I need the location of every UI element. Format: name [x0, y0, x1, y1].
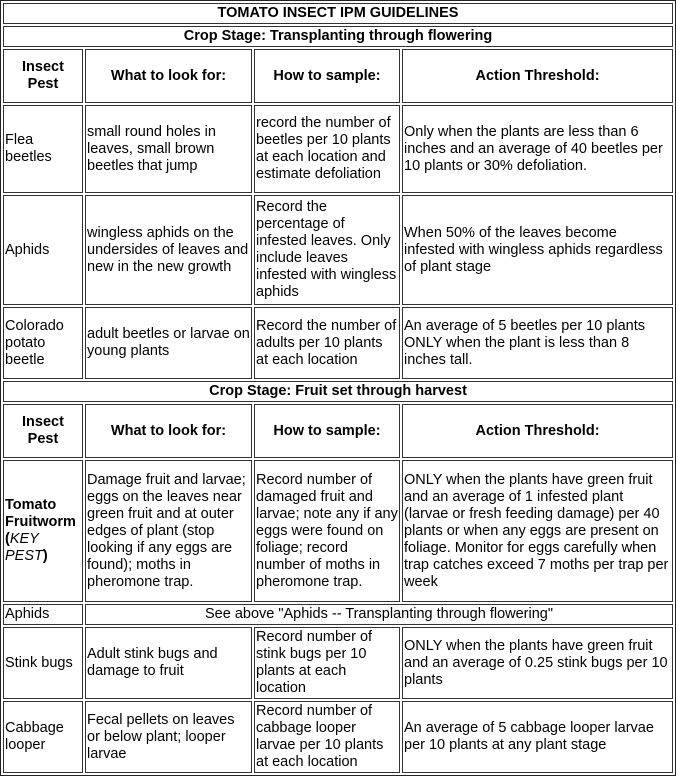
- column-header-sample: How to sample:: [254, 49, 400, 103]
- how-to-sample: Record the percentage of infested leaves. Only include leaves infested with wingless aphids: [254, 195, 400, 305]
- pest-note-close: ): [42, 548, 48, 564]
- table-row: [3, 195, 673, 305]
- pest-name: Aphids: [3, 195, 83, 305]
- column-header-pest: [3, 404, 83, 458]
- table-title: TOMATO INSECT IPM GUIDELINES: [3, 3, 673, 24]
- what-to-look-for: wingless aphids on the undersides of leaves and new in the new growth: [85, 195, 252, 305]
- table-row: [3, 460, 673, 602]
- pest-note-open: (: [5, 531, 10, 547]
- pest-name: Flea beetles: [3, 105, 83, 193]
- column-header-row: [3, 49, 673, 103]
- column-header-look: What to look for:: [85, 49, 252, 103]
- column-header-threshold: Action Threshold:: [402, 49, 673, 103]
- how-to-sample: record the number of beetles per 10 plants at each location and estimate defoliation: [254, 105, 400, 193]
- column-header-row: [3, 404, 673, 458]
- action-threshold: When 50% of the leaves become infested with wingless aphids regardless of plant stage: [402, 195, 673, 305]
- column-header-pest: [3, 49, 83, 103]
- action-threshold: ONLY when the plants have green fruit and an average of 1 infested plant (larvae or fresh feeding damage) per 40 plants or when any eggs are present on foliage. Monitor for eggs carefully when trap catches exceed 7 moths per trap per week: [402, 460, 673, 602]
- action-threshold: Only when the plants are less than 6 inches and an average of 40 beetles per 10 plants or 30% defoliation.: [402, 105, 673, 193]
- column-header-pest-line1: Insect: [22, 414, 64, 430]
- what-to-look-for: adult beetles or larvae on young plants: [85, 307, 252, 379]
- how-to-sample: Record number of stink bugs per 10 plants at each location: [254, 627, 400, 699]
- column-header-look: What to look for:: [85, 404, 252, 458]
- pest-name: [3, 460, 83, 602]
- table-row: [3, 701, 673, 773]
- column-header-pest-line2: Pest: [27, 431, 59, 447]
- pest-name-text: Tomato Fruitworm: [5, 497, 76, 530]
- action-threshold: ONLY when the plants have green fruit and an average of 0.25 stink bugs per 10 plants: [402, 627, 673, 699]
- pest-name: Stink bugs: [3, 627, 83, 699]
- what-to-look-for: Adult stink bugs and damage to fruit: [85, 627, 252, 699]
- what-to-look-for: Damage fruit and larvae; eggs on the leaves near green fruit and at outer edges of plant (stop looking if any eggs are found); moths in pheromone trap.: [85, 460, 252, 602]
- table-row: [3, 627, 673, 699]
- key-pest-note: KEY PEST: [5, 531, 43, 564]
- pest-name: Cabbage looper: [3, 701, 83, 773]
- column-header-threshold: Action Threshold:: [402, 404, 673, 458]
- crop-stage-heading-fruit-set: Crop Stage: Fruit set through harvest: [3, 381, 673, 402]
- column-header-sample: How to sample:: [254, 404, 400, 458]
- column-header-pest-line1: Insect: [22, 59, 64, 75]
- see-above-note: See above "Aphids -- Transplanting through flowering": [85, 604, 673, 625]
- pest-name: Colorado potato beetle: [3, 307, 83, 379]
- how-to-sample: Record number of damaged fruit and larvae; note any if any eggs were found on foliage; record number of moths in pheromone trap.: [254, 460, 400, 602]
- crop-stage-heading-transplanting: Crop Stage: Transplanting through flowering: [3, 26, 673, 47]
- how-to-sample: Record number of cabbage looper larvae per 10 plants at each location: [254, 701, 400, 773]
- table-row: [3, 307, 673, 379]
- column-header-pest-line2: Pest: [27, 76, 59, 92]
- table-row: [3, 604, 673, 625]
- action-threshold: An average of 5 cabbage looper larvae per 10 plants at any plant stage: [402, 701, 673, 773]
- what-to-look-for: small round holes in leaves, small brown beetles that jump: [85, 105, 252, 193]
- action-threshold: An average of 5 beetles per 10 plants ONLY when the plant is less than 8 inches tall.: [402, 307, 673, 379]
- table-row: [3, 105, 673, 193]
- pest-name: Aphids: [3, 604, 83, 625]
- what-to-look-for: Fecal pellets on leaves or below plant; looper larvae: [85, 701, 252, 773]
- how-to-sample: Record the number of adults per 10 plants at each location: [254, 307, 400, 379]
